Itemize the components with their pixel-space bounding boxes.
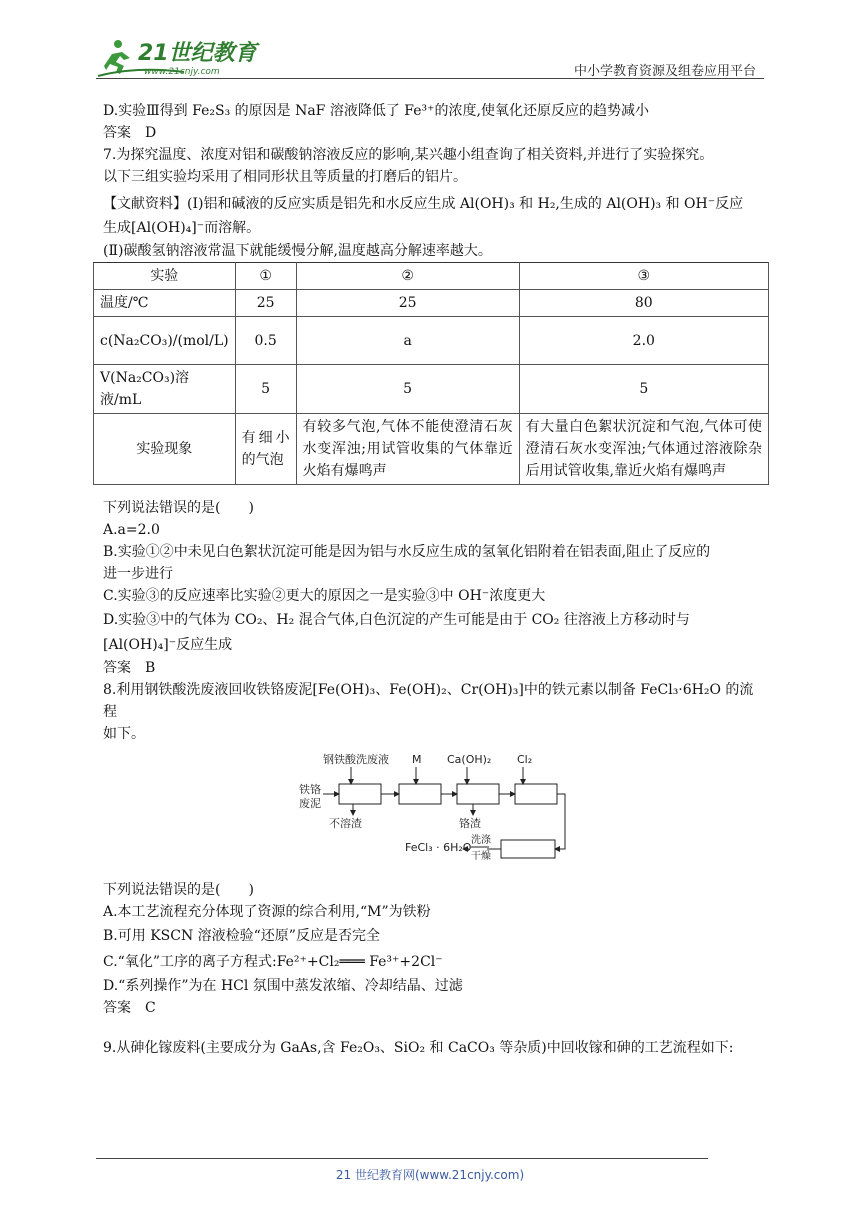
output-chromium-slag: 铬渣	[459, 817, 481, 830]
q7-stem-line-2: 以下三组实验均采用了相同形状且等质量的打磨后的铝片。	[103, 169, 467, 185]
table-row	[94, 290, 769, 317]
q7-option-b-line-2: 进一步进行	[103, 566, 173, 582]
q9-stem: 9.从砷化镓废料(主要成分为 GaAs,含 Fe₂O₃、SiO₂ 和 CaCO₃ 等杂质)中回收镓和砷的工艺流程如下:	[103, 1040, 734, 1056]
table-header-cell: ②	[296, 263, 519, 290]
table-cell: 有大量白色絮状沉淀和气泡,气体可使澄清石灰水变浑浊;气体通过溶液除杂后用试管收集,靠近火焰有爆鸣声	[519, 414, 768, 485]
product-label: FeCl₃ · 6H₂O	[405, 841, 472, 854]
table-cell: c(Na₂CO₃)/(mol/L)	[94, 317, 236, 365]
table-cell: 0.5	[235, 317, 296, 365]
site-logo	[96, 36, 266, 80]
table-cell: 温度/℃	[94, 290, 236, 317]
input-cl2: Cl₂	[517, 753, 533, 766]
table-cell: 25	[296, 290, 519, 317]
table-cell: 80	[519, 290, 768, 317]
table-header-cell: ③	[519, 263, 768, 290]
q6-answer: 答案 D	[103, 125, 157, 141]
footer-divider	[96, 1158, 708, 1159]
q8-option-c: C.“氧化”工序的离子方程式:Fe²⁺+Cl₂═══ Fe³⁺+2Cl⁻	[103, 954, 443, 970]
table-cell: 实验现象	[94, 414, 236, 485]
feed-label-2: 废泥	[299, 797, 321, 810]
q7-doc-line-1: 【文献资料】(Ⅰ)铝和碱液的反应实质是铝先和水反应生成 Al(OH)₃ 和 H₂,生成的 Al(OH)₃ 和 OH⁻反应	[103, 196, 744, 212]
table-row	[94, 414, 769, 485]
table-header-cell: ①	[235, 263, 296, 290]
q7-option-d-line-2: [Al(OH)₄]⁻反应生成	[103, 637, 233, 653]
q7-ask: 下列说法错误的是( )	[103, 500, 254, 516]
table-cell: 5	[296, 365, 519, 414]
table-cell: 有较多气泡,气体不能使澄清石灰水变浑浊;用试管收集的气体靠近火焰有爆鸣声	[296, 414, 519, 485]
table-cell: 5	[519, 365, 768, 414]
table-cell: 25	[235, 290, 296, 317]
q7-answer: 答案 B	[103, 660, 156, 676]
table-header-row	[94, 263, 769, 290]
process-flow-diagram	[103, 749, 765, 877]
table-cell: 有细小的气泡	[235, 414, 296, 485]
process-box-series-ops	[501, 840, 555, 858]
process-box-reduce	[399, 784, 441, 804]
process-box-oxidize	[515, 784, 557, 804]
q8-stem-line-1: 8.利用钢铁酸洗废液回收铁铬废泥[Fe(OH)₃、Fe(OH)₂、Cr(OH)₃]中的铁元素以制备 FeCl₃·6H₂O 的流程	[103, 682, 754, 720]
step-dry: 干燥	[471, 851, 491, 862]
logo-text: 21世纪教育	[138, 41, 257, 66]
q7-option-c: C.实验③的反应速率比实验②更大的原因之一是实验③中 OH⁻浓度更大	[103, 588, 546, 604]
q7-stem-line-1: 7.为探究温度、浓度对铝和碳酸钠溶液反应的影响,某兴趣小组查询了相关资料,并进行了实验探究。	[103, 147, 714, 163]
experiment-table	[93, 262, 769, 485]
q7-doc-line-3: (Ⅱ)碳酸氢钠溶液常温下就能缓慢分解,温度越高分解速率越大。	[103, 243, 492, 259]
logo-url: www.21cnjy.com	[144, 67, 220, 77]
process-box-remove-cr	[457, 784, 499, 804]
header-divider	[96, 78, 764, 79]
q8-option-b: B.可用 KSCN 溶液检验“还原”反应是否完全	[103, 928, 380, 944]
q7-option-a: A.a=2.0	[103, 522, 160, 538]
table-row	[94, 317, 769, 365]
input-caoh2: Ca(OH)₂	[447, 753, 492, 766]
document-body	[100, 100, 765, 1059]
process-box-leach	[339, 784, 381, 804]
input-waste-acid: 钢铁酸洗废液	[323, 753, 389, 766]
platform-name: 中小学教育资源及组卷应用平台	[573, 64, 756, 79]
q8-option-a: A.本工艺流程充分体现了资源的综合利用,“M”为铁粉	[103, 904, 431, 920]
table-cell: V(Na₂CO₃)溶液/mL	[94, 365, 236, 414]
q7-doc-line-2: 生成[Al(OH)₄]⁻而溶解。	[103, 220, 261, 236]
q8-stem-line-2: 如下。	[103, 726, 145, 742]
footer-site: 21 世纪教育网(www.21cnjy.com)	[335, 1168, 525, 1182]
table-cell: 2.0	[519, 317, 768, 365]
output-insoluble: 不溶渣	[329, 817, 362, 830]
step-wash: 洗涤	[471, 835, 491, 846]
input-m: M	[412, 753, 422, 766]
q8-ask: 下列说法错误的是( )	[103, 882, 254, 898]
feed-label-1: 铁铬	[299, 783, 321, 796]
q7-option-b-line-1: B.实验①②中未见白色絮状沉淀可能是因为铝与水反应生成的氢氧化铝附着在铝表面,阻止了反应的	[103, 544, 711, 560]
table-header-cell: 实验	[94, 263, 236, 290]
table-cell: 5	[235, 365, 296, 414]
q8-option-d: D.“系列操作”为在 HCl 氛围中蒸发浓缩、冷却结晶、过滤	[103, 978, 463, 994]
q6-option-d: D.实验Ⅲ得到 Fe₂S₃ 的原因是 NaF 溶液降低了 Fe³⁺的浓度,使氧化还原反应的趋势减小	[103, 103, 649, 119]
table-cell: a	[296, 317, 519, 365]
q8-answer: 答案 C	[103, 1000, 156, 1016]
table-row	[94, 365, 769, 414]
q7-option-d-line-1: D.实验③中的气体为 CO₂、H₂ 混合气体,白色沉淀的产生可能是由于 CO₂ 往溶液上方移动时与	[103, 612, 690, 628]
